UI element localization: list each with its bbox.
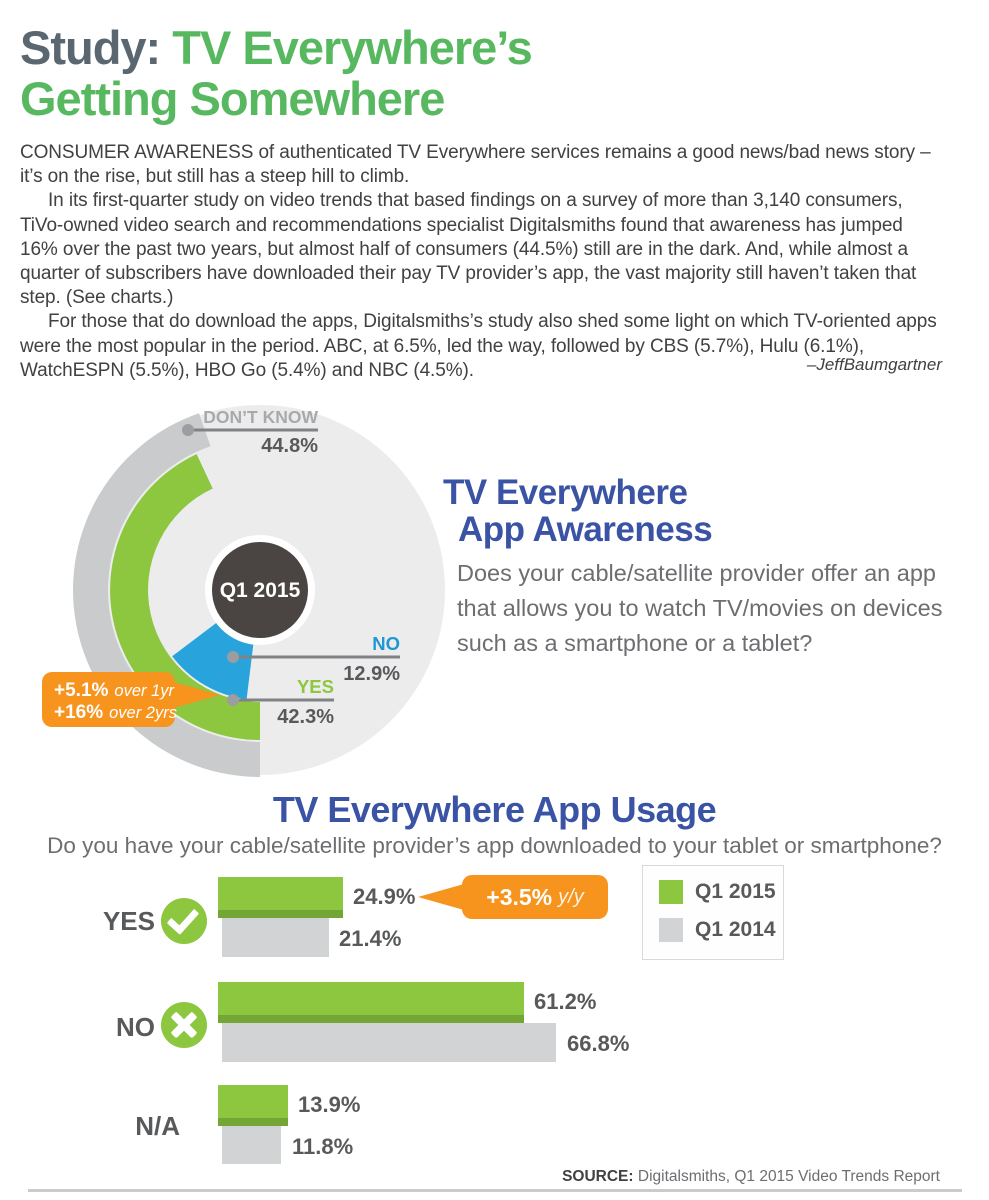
growth-2yr-note: over 2yrs (109, 704, 177, 722)
chart-legend (642, 865, 784, 960)
bar-na-q1-2015 (218, 1085, 288, 1126)
bar-value-no-q1-2015: 61.2% (534, 989, 597, 1014)
yoy-callout (418, 875, 608, 919)
svg-text:+16%over 2yrs (54, 702, 177, 723)
check-icon (161, 898, 207, 944)
bar-value-na-q1-2014: 11.8% (292, 1134, 354, 1159)
label-yes: YES (296, 676, 334, 697)
awareness-heading-line2: App Awareness (458, 510, 713, 549)
awareness-question: Does your cable/satellite provider offer an app that allows you to watch TV/movies on devices such as a smartphone or a tablet? (457, 560, 943, 656)
leader-dot-dont-know (182, 424, 194, 436)
donut-center-label: Q1 2015 (219, 579, 301, 602)
value-yes: 42.3% (277, 706, 334, 728)
awareness-heading (443, 474, 712, 548)
growth-1yr-note: over 1yr (114, 682, 175, 700)
page-title (20, 22, 532, 124)
growth-1yr-value: +5.1% (54, 680, 109, 701)
awareness-donut-chart (0, 395, 460, 795)
check-glyph (166, 901, 199, 935)
row-label-na: N/A (135, 1111, 180, 1141)
leader-dot-yes (227, 694, 239, 706)
value-no: 12.9% (343, 663, 400, 685)
legend-swatch-q1-2014 (659, 918, 683, 942)
svg-text:+5.1%over 1yr (54, 680, 176, 701)
legend-item-q1-2015 (659, 880, 776, 904)
bar-yes-q1-2015 (218, 877, 343, 918)
value-dont-know: 44.8% (261, 435, 318, 457)
x-glyph (170, 1011, 198, 1039)
title-prefix: Study: (20, 21, 173, 74)
label-dont-know: DON’T KNOW (203, 407, 318, 427)
bar-value-na-q1-2015: 13.9% (298, 1092, 361, 1117)
bottom-rule (28, 1189, 962, 1192)
usage-heading: TV Everywhere App Usage (272, 789, 717, 830)
bar-yes-q1-2014 (222, 918, 329, 957)
leader-dot-no (227, 651, 239, 663)
author-byline: –JeffBaumgartner (806, 355, 942, 374)
row-label-yes: YES (102, 906, 155, 936)
yoy-callout-box (462, 875, 608, 919)
yoy-value: +3.5% (486, 883, 553, 910)
x-icon (161, 1002, 207, 1048)
source-text: Digitalsmiths, Q1 2015 Video Trends Report (633, 1168, 940, 1185)
growth-2yr-value: +16% (54, 702, 104, 723)
source-line (562, 1168, 940, 1186)
article-body (20, 141, 944, 383)
article-paragraph-3: For those that do download the apps, Digitalsmiths’s study also shed some light on which TV-oriented apps were the most popular in the period. ABC, at 6.5%, led the way, followed by CBS (5.7%), Hulu (6.1%), WatchESPN (5.5%), HBO Go (5.4%) and NBC (4.5%). (20, 311, 937, 381)
legend-label-q1-2014: Q1 2014 (695, 918, 776, 941)
bar-value-yes-q1-2015: 24.9% (353, 884, 416, 909)
bar-no-q1-2014 (222, 1023, 556, 1062)
usage-question: Do you have your cable/satellite provider’s app downloaded to your tablet or smartphone? (47, 833, 942, 858)
legend-swatch-q1-2015 (659, 880, 683, 904)
row-label-no: NO (116, 1012, 155, 1042)
article-paragraph-1: CONSUMER AWARENESS of authenticated TV Everywhere services remains a good news/bad news story – it’s on the rise, but still has a steep hill to climb. (20, 142, 931, 188)
bar-no-q1-2015 (218, 982, 524, 1023)
bar-value-no-q1-2014: 66.8% (567, 1031, 630, 1056)
yoy-callout-pointer (418, 884, 464, 910)
title-line1: TV Everywhere’s (172, 21, 532, 74)
article-paragraph-2: In its first-quarter study on video trends that based findings on a survey of more than 3,140 consumers, TiVo-owned video search and recommendations specialist Digitalsmiths found that awareness has jumped 16% over the past two years, but almost half of consumers (44.5%) still are in the dark. And, while almost a quarter of subscribers have downloaded their pay TV provider’s app, the vast majority still haven’t taken that step. (See charts.) (20, 190, 917, 309)
yoy-note: y/y (558, 885, 584, 908)
label-no: NO (372, 633, 400, 654)
legend-label-q1-2015: Q1 2015 (695, 880, 776, 903)
bar-value-yes-q1-2014: 21.4% (339, 926, 402, 951)
awareness-heading-line1: TV Everywhere (443, 473, 688, 512)
legend-item-q1-2014 (659, 918, 776, 942)
source-label: SOURCE: (562, 1168, 634, 1185)
title-line2: Getting Somewhere (20, 72, 445, 125)
bar-na-q1-2014 (222, 1126, 281, 1164)
